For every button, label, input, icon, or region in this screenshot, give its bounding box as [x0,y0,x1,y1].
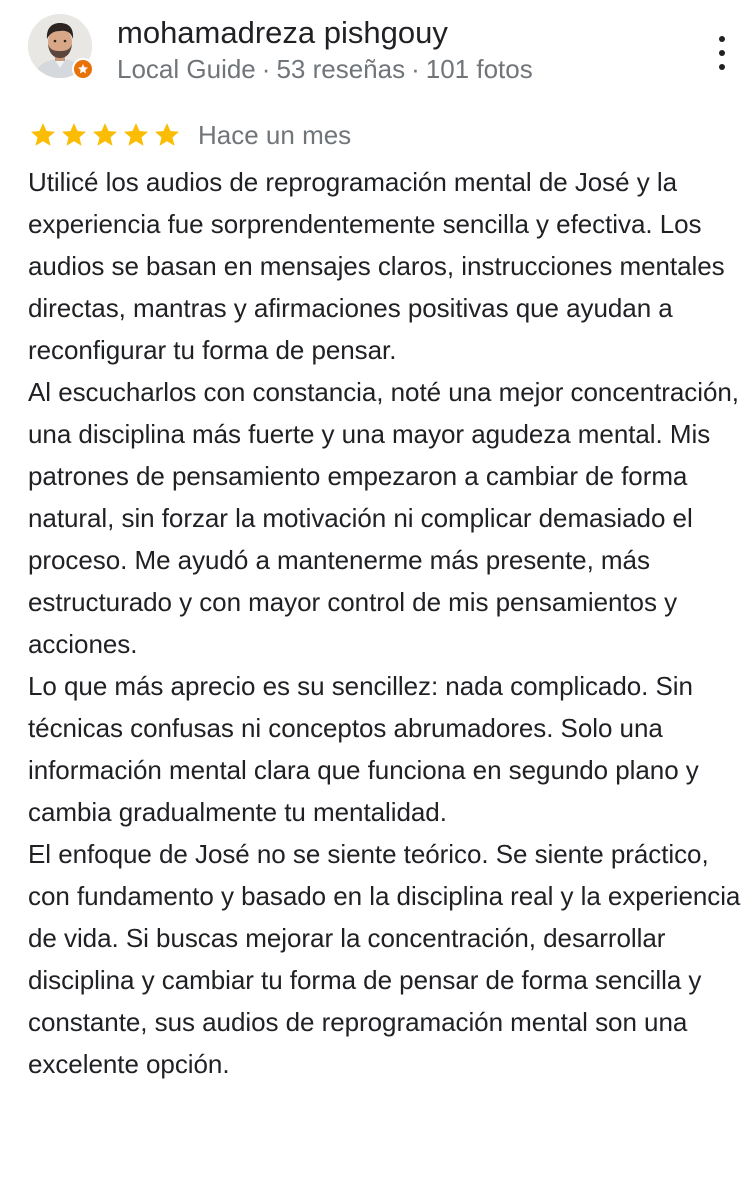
reviewer-level: Local Guide [117,54,256,84]
local-guide-star-icon [77,63,89,75]
star-icon [90,120,120,150]
reviewer-photos-count: 101 fotos [425,54,533,84]
more-vert-icon-dot [719,50,725,56]
reviewer-reviews-count: 53 reseñas [276,54,406,84]
reviewer-meta[interactable] [117,52,533,86]
review-text [28,161,744,1085]
star-icon [28,120,58,150]
review-paragraph: Lo que más aprecio es su sencillez: nada complicado. Sin técnicas confusas ni conceptos abrumadores. Solo una información mental clara que funciona en segundo plano y cambia gradualmente tu mentalidad. [28,671,699,827]
review-paragraph: El enfoque de José no se siente teórico. Se siente práctico, con fundamento y basado en la disciplina real y la experiencia de vida. Si buscas mejorar la concentración, desarrollar disciplina y cambiar tu forma de pensar de forma sencilla y constante, sus audios de reprogramación mental son una excelente opción. [28,839,741,1079]
rating-row [28,117,351,153]
more-vert-icon-dot [719,64,725,70]
star-rating [28,120,182,150]
star-icon [152,120,182,150]
reviewer-name[interactable]: mohamadreza pishgouy [117,15,448,50]
reviewer-header [28,14,734,84]
star-icon [59,120,89,150]
review-date: Hace un mes [198,120,352,150]
meta-separator: · [411,54,420,84]
more-vert-icon [719,36,725,42]
review-paragraph: Al escucharlos con constancia, noté una mejor concentración, una disciplina más fuerte y una mayor agudeza mental. Mis patrones de pensamiento empezaron a cambiar de forma natural, sin forzar la motivación ni complicar demasiado el proceso. Me ayudó a mantenerme más presente, más estructurado y con mayor control de mis pensamientos y acciones. [28,377,739,659]
review-paragraph: Utilicé los audios de reprogramación mental de José y la experiencia fue sorprendentemente sencilla y efectiva. Los audios se basan en mensajes claros, instrucciones mentales directas, mantras y afirmaciones positivas que ayudan a reconfigurar tu forma de pensar. [28,167,725,365]
more-options-button[interactable] [710,36,734,70]
meta-separator: · [261,54,271,84]
star-icon [121,120,151,150]
local-guide-badge [72,58,94,80]
